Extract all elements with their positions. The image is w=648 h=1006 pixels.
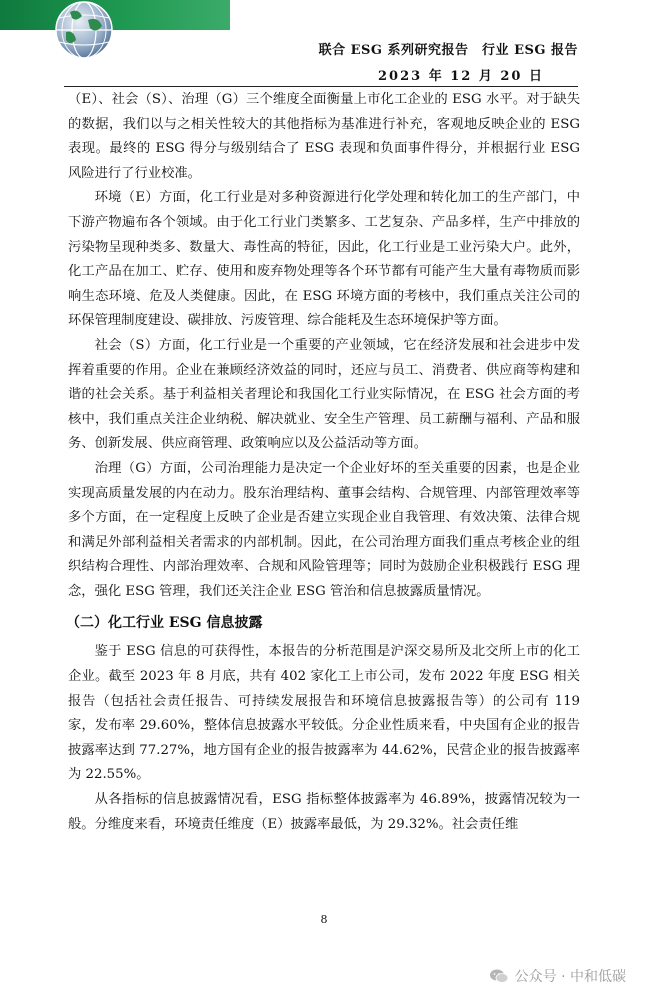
paragraph-governance: 治理（G）方面，公司治理能力是决定一个企业好坏的至关重要的因素，也是企业实现高质量发展的内在动力。股东治理结构、董事会结构、合规管理、内部管理效率等多个方面，在一定程度上反映了企业是否建立实现企业自我管理、有效决策、法律合规和满足外部利益相关者需求的内部机制。因此，在公司治理方面我们重点考核企业的组织结构合理性、内部治理效率、合规和风险管理等；同时为鼓励企业积极践行 ESG 理念，强化 ESG 管理，我们还关注企业 ESG 管治和信息披露质量情况。 <box>68 460 580 599</box>
watermark-text: 公众号 · 中和低碳 <box>514 969 626 985</box>
paragraph-esg-dimensions: （E）、社会（S）、治理（G）三个维度全面衡量上市化工企业的 ESG 水平。对于缺失的数据，我们以与之相关性较大的其他指标为基准进行补充，客观地反映企业的 ESG 表现。最终的 ESG 得分与级别结合了 ESG 表现和负面事件得分，并根据行业 ESG 风险进行了行业校准。 <box>68 92 580 181</box>
paragraph-disclosure-scope: 鉴于 ESG 信息的可获得性，本报告的分析范围是沪深交易所及北交所上市的化工企业。截至 2023 年 8 月底，共有 402 家化工上市公司，发布 2022 年度 ESG 相关报告（包括社会责任报告、可持续发展报告和环境信息披露报告等）的公司有 119 家，发布率 29.60%，整体信息披露水平较低。分企业性质来看，中央国有企业的报告披露率达到 77.27%，地方国有企业的报告披露率为 44.62%，民营企业的报告披露率为 22.55%。 <box>68 644 580 783</box>
paragraph-indicator-disclosure: 从各指标的信息披露情况看，ESG 指标整体披露率为 46.89%，披露情况较为一般。分维度来看，环境责任维度（E）披露率最低，为 29.32%。社会责任维 <box>68 792 580 832</box>
document-body <box>68 88 580 837</box>
report-title: 联合 ESG 系列研究报告 行业 ESG 报告 <box>318 43 578 58</box>
section-heading: （二）化工行业 ESG 信息披露 <box>66 615 263 632</box>
header-banner <box>0 0 648 92</box>
paragraph-social: 社会（S）方面，化工行业是一个重要的产业领域，它在经济发展和社会进步中发挥着重要的作用。企业在兼顾经济效益的同时，还应与员工、消费者、供应商等构建和谐的社会关系。基于利益相关者理论和我国化工行业实际情况，在 ESG 社会方面的考核中，我们重点关注企业纳税、解决就业、安全生产管理、员工薪酬与福利、产品和服务、创新发展、供应商管理、政策响应以及公益活动等方面。 <box>68 337 580 452</box>
header-divider <box>64 86 578 87</box>
globe-logo-icon <box>52 0 116 64</box>
report-date: 2023 年 12 月 20 日 <box>378 69 544 84</box>
watermark <box>489 966 626 986</box>
page-number: 8 <box>320 913 328 926</box>
wechat-icon <box>489 968 509 984</box>
paragraph-environment: 环境（E）方面，化工行业是对多种资源进行化学处理和转化加工的生产部门，中下游产物遍布各个领域。由于化工行业门类繁多、工艺复杂、产品多样，生产中排放的污染物呈现种类多、数量大、毒性高的特征，因此，化工行业是工业污染大户。此外，化工产品在加工、贮存、使用和废弃物处理等各个环节都有可能产生大量有毒物质而影响生态环境、危及人类健康。因此，在 ESG 环境方面的考核中，我们重点关注公司的环保管理制度建设、碳排放、污废管理、综合能耗及生态环境保护等方面。 <box>68 190 580 329</box>
